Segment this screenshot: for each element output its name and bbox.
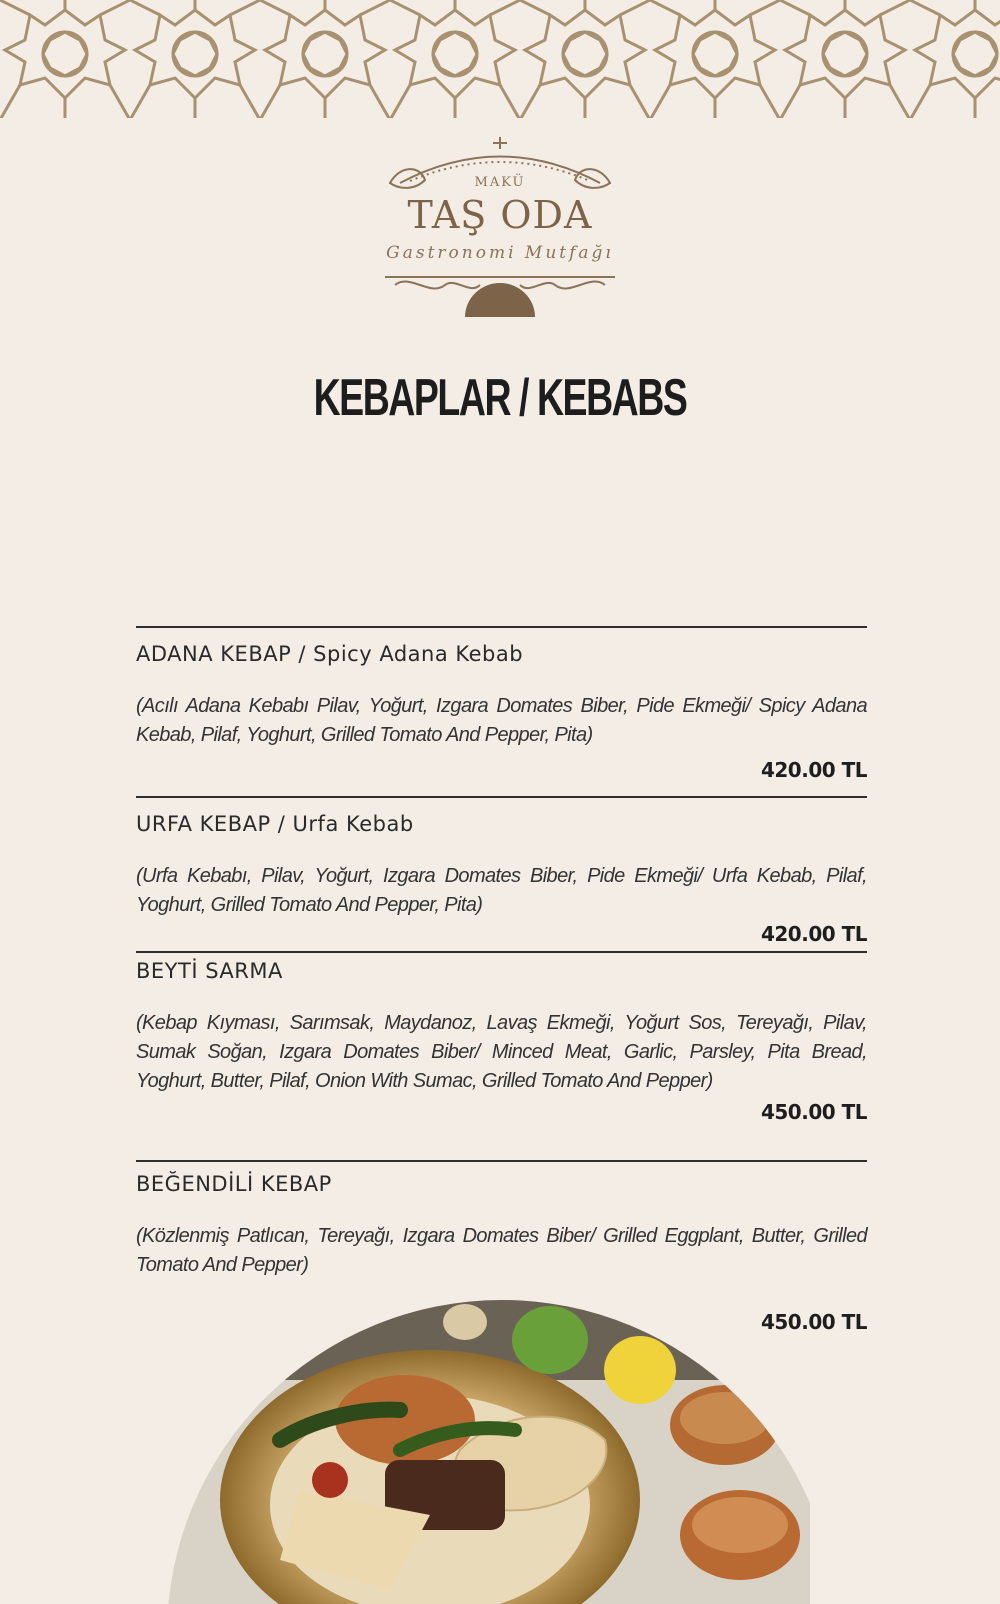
item-description: (Acılı Adana Kebabı Pilav, Yoğurt, Izgara Domates Biber, Pide Ekmeği/ Spicy Adana Kebab, Pilaf, Yoghurt, Grilled Tomato And Pepper, Pita) xyxy=(136,695,867,746)
divider xyxy=(136,626,867,628)
page-title: KEBAPLAR / KEBABS xyxy=(313,369,687,427)
menu-item xyxy=(136,626,867,781)
menu-item xyxy=(136,951,867,1131)
item-price: 420.00 TL xyxy=(760,758,867,782)
item-name: BEYTİ SARMA xyxy=(136,959,283,983)
item-description: (Urfa Kebabı, Pilav, Yoğurt, Izgara Domates Biber, Pide Ekmeği/ Urfa Kebab, Pilaf, Yoghurt, Grilled Tomato And Pepper, Pita) xyxy=(136,865,867,916)
logo-subtitle-small: MAKÜ xyxy=(474,175,526,190)
item-price: 450.00 TL xyxy=(760,1100,867,1124)
divider xyxy=(136,796,867,798)
item-description: (Kebap Kıyması, Sarımsak, Maydanoz, Lavaş Ekmeği, Yoğurt Sos, Tereyağı, Pilav, Sumak Soğan, Izgara Domates Biber/ Minced Meat, Garlic, Parsley, Pita Bread, Yoghurt, Butter, Pilaf, Onion With Sumac, Grilled Tomato And Pepper) xyxy=(136,1012,867,1092)
geometric-pattern-band xyxy=(0,0,1000,120)
restaurant-logo xyxy=(385,135,615,325)
item-name: ADANA KEBAP / Spicy Adana Kebab xyxy=(136,642,524,666)
divider xyxy=(136,951,867,953)
item-price: 420.00 TL xyxy=(760,922,867,946)
logo-brand-name: TAŞ ODA xyxy=(407,193,593,237)
item-name: BEĞENDİLİ KEBAP xyxy=(136,1172,332,1196)
dish-photo xyxy=(140,1300,810,1604)
item-name: URFA KEBAP / Urfa Kebab xyxy=(136,812,414,836)
divider xyxy=(136,1160,867,1162)
menu-item xyxy=(136,796,867,946)
item-description: (Közlenmiş Patlıcan, Tereyağı, Izgara Domates Biber/ Grilled Eggplant, Butter, Grilled Tomato And Pepper) xyxy=(136,1225,867,1276)
logo-tagline: Gastronomi Mutfağı xyxy=(386,243,614,263)
item-price: 450.00 TL xyxy=(760,1310,867,1334)
